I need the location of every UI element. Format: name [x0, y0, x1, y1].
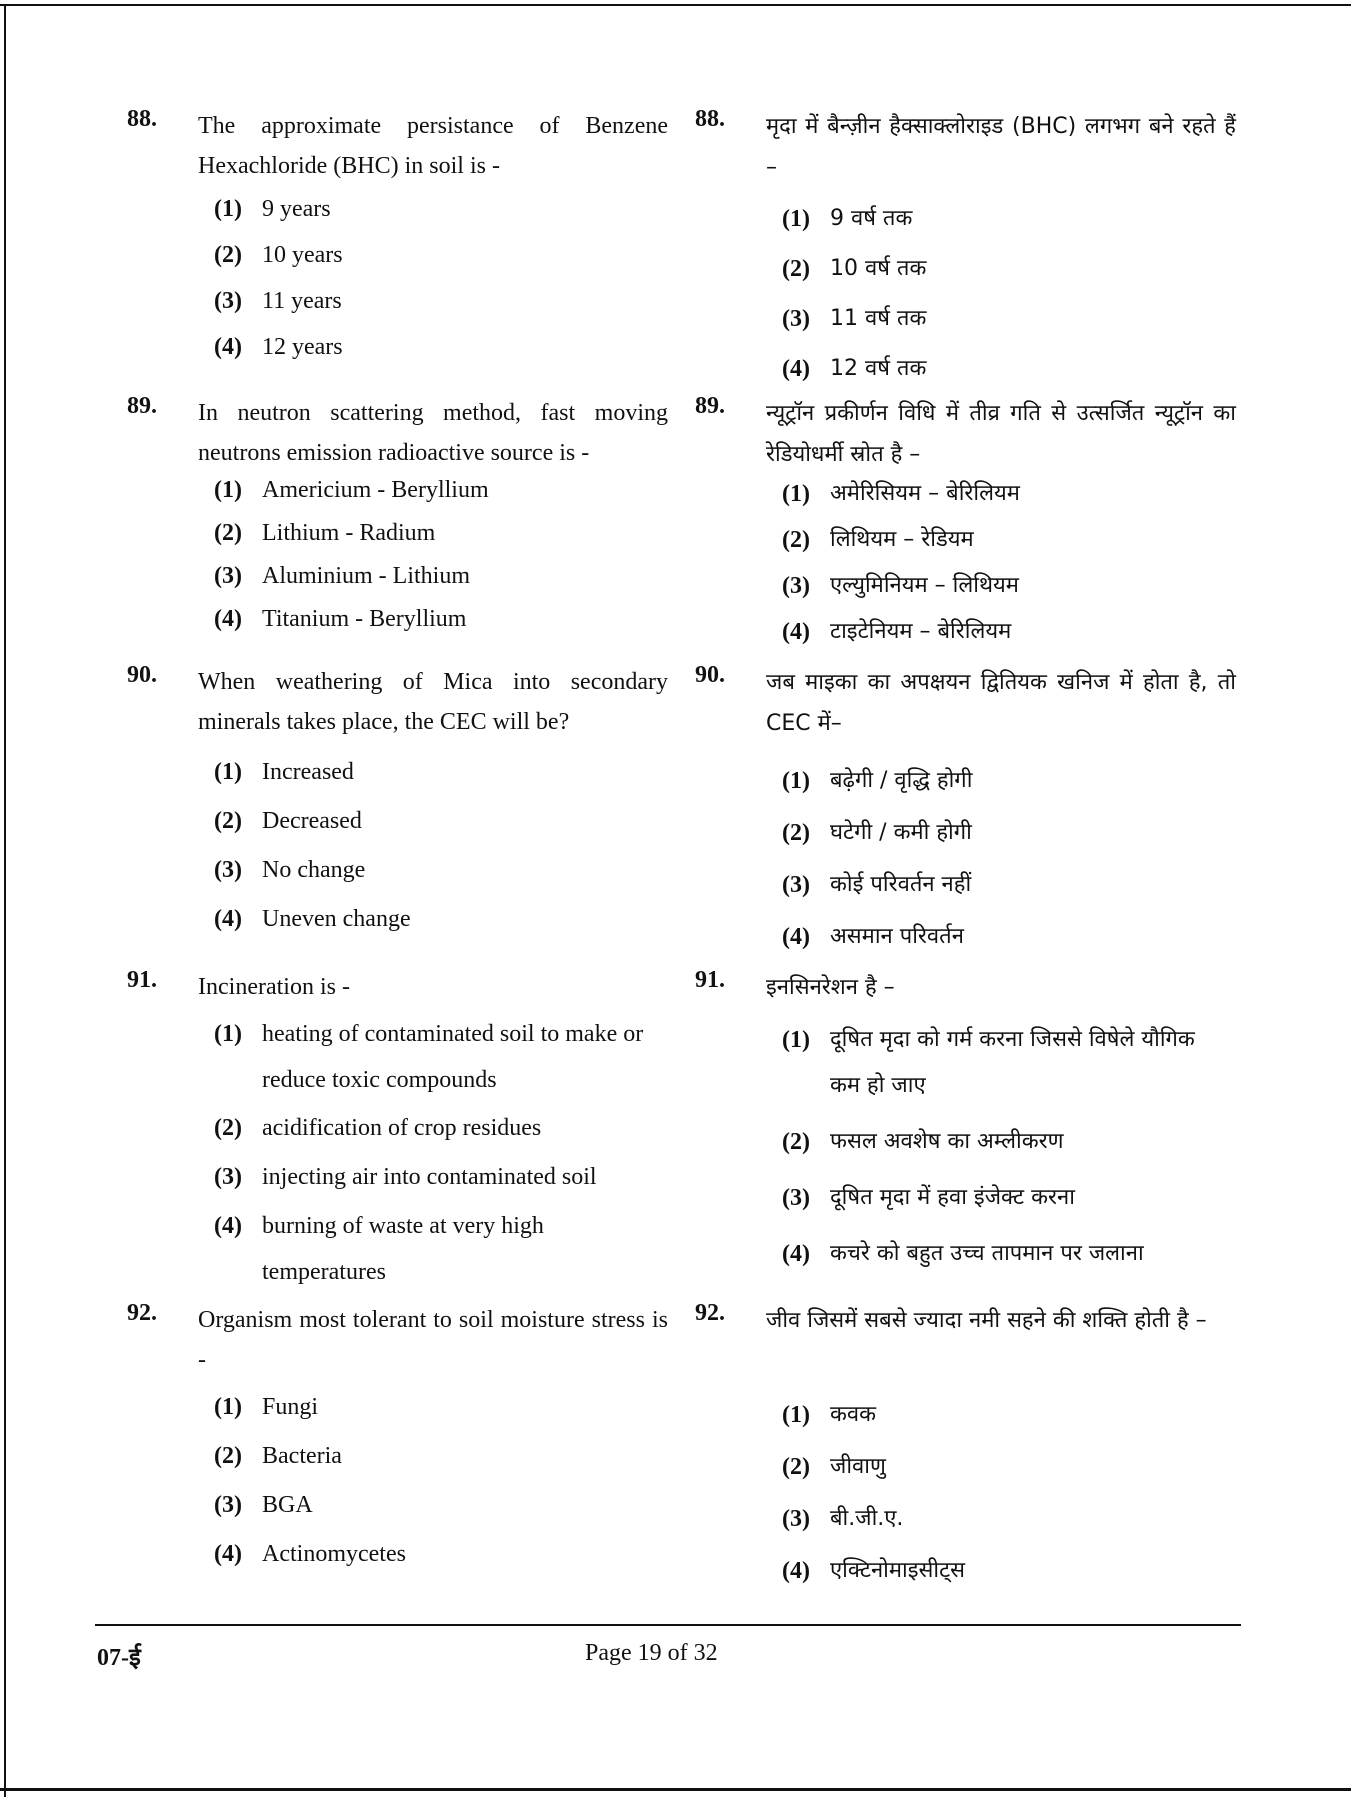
option-2: (2) 10 years	[214, 242, 343, 268]
option-3: (3) BGA	[214, 1492, 313, 1518]
question-number: 91.	[127, 967, 157, 993]
option-3: (3) 11 वर्ष तक	[782, 306, 927, 332]
option-1: (1) बढ़ेगी / वृद्धि होगी	[782, 768, 973, 794]
option-4: (4) कचरे को बहुत उच्च तापमान पर जलाना	[782, 1241, 1144, 1267]
option-2: (2) Lithium - Radium	[214, 520, 436, 546]
option-4: (4) Uneven change	[214, 906, 411, 932]
question-stem: जब माइका का अपक्षयन द्वितियक खनिज में होता है, तो CEC में–	[766, 670, 1236, 736]
footer-rule	[95, 1624, 1241, 1626]
booklet-code: 07-ई	[97, 1645, 141, 1671]
question-stem: In neutron scattering method, fast moving neutrons emission radioactive source is -	[198, 400, 668, 466]
option-2: (2) 10 वर्ष तक	[782, 256, 927, 282]
question-number: 90.	[127, 662, 157, 688]
option-4: (4) एक्टिनोमाइसीट्स	[782, 1558, 966, 1584]
question-stem: The approximate persistance of Benzene Hexachloride (BHC) in soil is -	[198, 113, 668, 179]
option-2: (2) फसल अवशेष का अम्लीकरण	[782, 1129, 1064, 1155]
option-4: (4) Titanium - Beryllium	[214, 606, 467, 632]
question-number: 88.	[127, 106, 157, 132]
option-2: (2) जीवाणु	[782, 1454, 886, 1480]
option-2: (2) Decreased	[214, 808, 362, 834]
question-number: 92.	[695, 1300, 725, 1326]
option-1: (1) Americium - Beryllium	[214, 477, 489, 503]
option-3: (3) दूषित मृदा में हवा इंजेक्ट करना	[782, 1185, 1075, 1211]
option-3: (3) injecting air into contaminated soil	[214, 1164, 597, 1190]
option-4: (4) टाइटेनियम – बेरिलियम	[782, 619, 1012, 645]
question-stem: जीव जिसमें सबसे ज्यादा नमी सहने की शक्ति होती है –	[766, 1308, 1207, 1333]
question-number: 89.	[127, 393, 157, 419]
option-3: (3) Aluminium - Lithium	[214, 563, 470, 589]
option-3: (3) No change	[214, 857, 366, 883]
option-3: (3) बी.जी.ए.	[782, 1506, 904, 1532]
option-2: (2) लिथियम – रेडियम	[782, 527, 974, 553]
page-border-top	[0, 4, 1351, 6]
question-stem: इनसिनरेशन है –	[766, 975, 895, 1000]
option-3: (3) 11 years	[214, 288, 342, 314]
question-number: 88.	[695, 106, 725, 132]
option-3: (3) एल्युमिनियम – लिथियम	[782, 573, 1019, 599]
option-4: (4) असमान परिवर्तन	[782, 924, 964, 950]
option-4: (4) Actinomycetes	[214, 1541, 406, 1567]
option-1: (1) 9 years	[214, 196, 331, 222]
page-border-left	[4, 4, 6, 1797]
option-1: (1) अमेरिसियम – बेरिलियम	[782, 481, 1020, 507]
question-stem: Organism most tolerant to soil moisture stress is -	[198, 1307, 668, 1373]
option-1: (1) कवक	[782, 1402, 877, 1428]
question-number: 92.	[127, 1300, 157, 1326]
option-1: (1) दूषित मृदा को गर्म करना जिससे विषेले यौगिक कम हो जाए	[782, 1027, 1195, 1098]
question-number: 91.	[695, 967, 725, 993]
question-stem: न्यूट्रॉन प्रकीर्णन विधि में तीव्र गति से उत्सर्जित न्यूट्रॉन का रेडियोधर्मी स्रोत है –	[766, 401, 1236, 467]
question-stem: When weathering of Mica into secondary minerals takes place, the CEC will be?	[198, 669, 668, 735]
option-4: (4) 12 years	[214, 334, 343, 360]
option-1: (1) heating of contaminated soil to make or reduce toxic compounds	[214, 1021, 644, 1093]
option-1: (1) 9 वर्ष तक	[782, 206, 913, 232]
option-1: (1) Fungi	[214, 1394, 319, 1420]
page-number: Page 19 of 32	[585, 1640, 718, 1666]
option-2: (2) Bacteria	[214, 1443, 342, 1469]
page-border-bottom	[0, 1788, 1351, 1791]
option-2: (2) घटेगी / कमी होगी	[782, 820, 972, 846]
option-4: (4) 12 वर्ष तक	[782, 356, 927, 382]
question-stem: मृदा में बैन्ज़ीन हैक्साक्लोराइड (BHC) लगभग बने रहते हैं –	[766, 114, 1236, 180]
question-stem: Incineration is -	[198, 974, 350, 1000]
question-number: 90.	[695, 662, 725, 688]
option-1: (1) Increased	[214, 759, 354, 785]
option-4: (4) burning of waste at very high temperatures	[214, 1213, 544, 1285]
option-2: (2) acidification of crop residues	[214, 1115, 542, 1141]
question-number: 89.	[695, 393, 725, 419]
option-3: (3) कोई परिवर्तन नहीं	[782, 872, 972, 898]
